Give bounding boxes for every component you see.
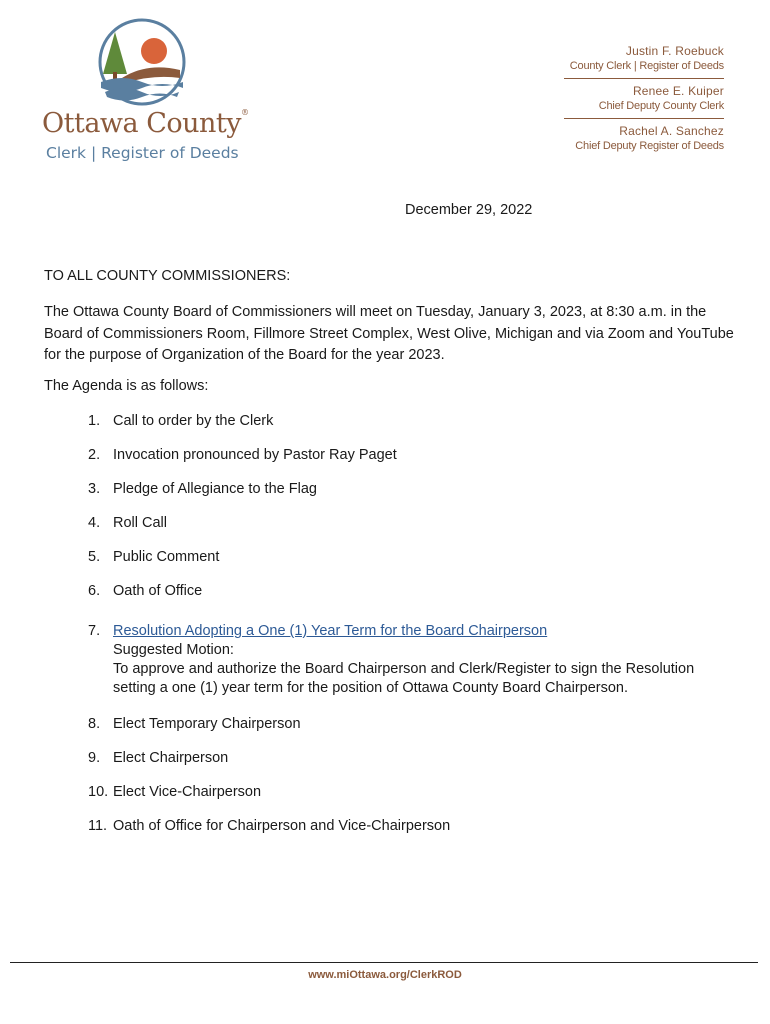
agenda-label: The Agenda is as follows: <box>44 378 209 394</box>
officer-name: Justin F. Roebuck <box>625 44 724 58</box>
item-number: 6. <box>88 583 101 599</box>
officer-name: Renee E. Kuiper <box>632 84 724 98</box>
org-name: Ottawa County® <box>42 108 249 139</box>
item-text: Roll Call <box>113 515 167 531</box>
item-number: 9. <box>88 750 101 766</box>
footer-url[interactable]: www.miOttawa.org/ClerkROD <box>308 969 462 981</box>
item-number: 3. <box>88 481 101 497</box>
sun-tree-water-emblem-icon <box>92 18 192 106</box>
agenda-item <box>88 749 738 768</box>
item-text: Invocation pronounced by Pastor Ray Paget <box>113 447 397 463</box>
item-number: 8. <box>88 716 101 732</box>
divider <box>564 78 724 79</box>
item-text: Pledge of Allegiance to the Flag <box>113 481 317 497</box>
motion-text: To approve and authorize the Board Chairperson and Clerk/Register to sign the Resolution setting a one (1) year term for the position of Ottawa County Board Chairperson. <box>113 661 695 696</box>
footer-divider <box>10 962 758 963</box>
item-number: 1. <box>88 413 101 429</box>
agenda-item <box>88 446 738 465</box>
agenda-item <box>88 582 738 601</box>
item-text: Oath of Office <box>113 583 203 599</box>
item-number: 11. <box>88 818 108 834</box>
officer-title: Chief Deputy Register of Deeds <box>575 140 724 152</box>
agenda-item <box>88 783 738 802</box>
officer-chief-deputy-register <box>564 124 724 153</box>
item-text: Elect Chairperson <box>113 750 229 766</box>
officer-name: Rachel A. Sanchez <box>619 124 724 138</box>
org-subtitle: Clerk | Register of Deeds <box>46 144 239 162</box>
intro-paragraph: The Ottawa County Board of Commissioners will meet on Tuesday, January 3, 2023, at 8:30 a.m. in the Board of Commissioners Room, Fillmore Street Complex, West Olive, Michigan and via Zoom and YouTube for the purpose of Organization of the Board for the year 2023. <box>44 304 734 363</box>
officers-block <box>564 44 724 153</box>
officer-title: County Clerk | Register of Deeds <box>569 60 724 72</box>
divider <box>564 118 724 119</box>
item-number: 4. <box>88 515 101 531</box>
item-number: 5. <box>88 549 101 565</box>
agenda-list <box>88 412 738 851</box>
motion-label: Suggested Motion: <box>113 642 234 658</box>
item-number: 2. <box>88 447 101 463</box>
officer-title: Chief Deputy County Clerk <box>598 100 724 112</box>
item-text: Public Comment <box>113 549 220 565</box>
agenda-item-resolution <box>88 622 738 698</box>
item-text: Elect Vice-Chairperson <box>113 784 262 800</box>
item-text: Elect Temporary Chairperson <box>113 716 301 732</box>
item-text: Call to order by the Clerk <box>113 413 274 429</box>
registered-mark: ® <box>241 108 249 117</box>
salutation: TO ALL COUNTY COMMISSIONERS: <box>44 268 291 284</box>
agenda-item <box>88 715 738 734</box>
officer-chief-deputy-clerk <box>564 84 724 113</box>
letter-date: December 29, 2022 <box>405 202 533 218</box>
agenda-item <box>88 480 738 499</box>
agenda-item <box>88 548 738 567</box>
item-number: 10. <box>88 784 109 800</box>
agenda-item <box>88 412 738 431</box>
item-text: Oath of Office for Chairperson and Vice-Chairperson <box>113 818 451 834</box>
item-number: 7. <box>88 623 101 639</box>
resolution-link[interactable]: Resolution Adopting a One (1) Year Term for the Board Chairperson <box>113 623 548 639</box>
agenda-item <box>88 514 738 533</box>
officer-clerk <box>564 44 724 73</box>
agenda-item <box>88 817 738 836</box>
